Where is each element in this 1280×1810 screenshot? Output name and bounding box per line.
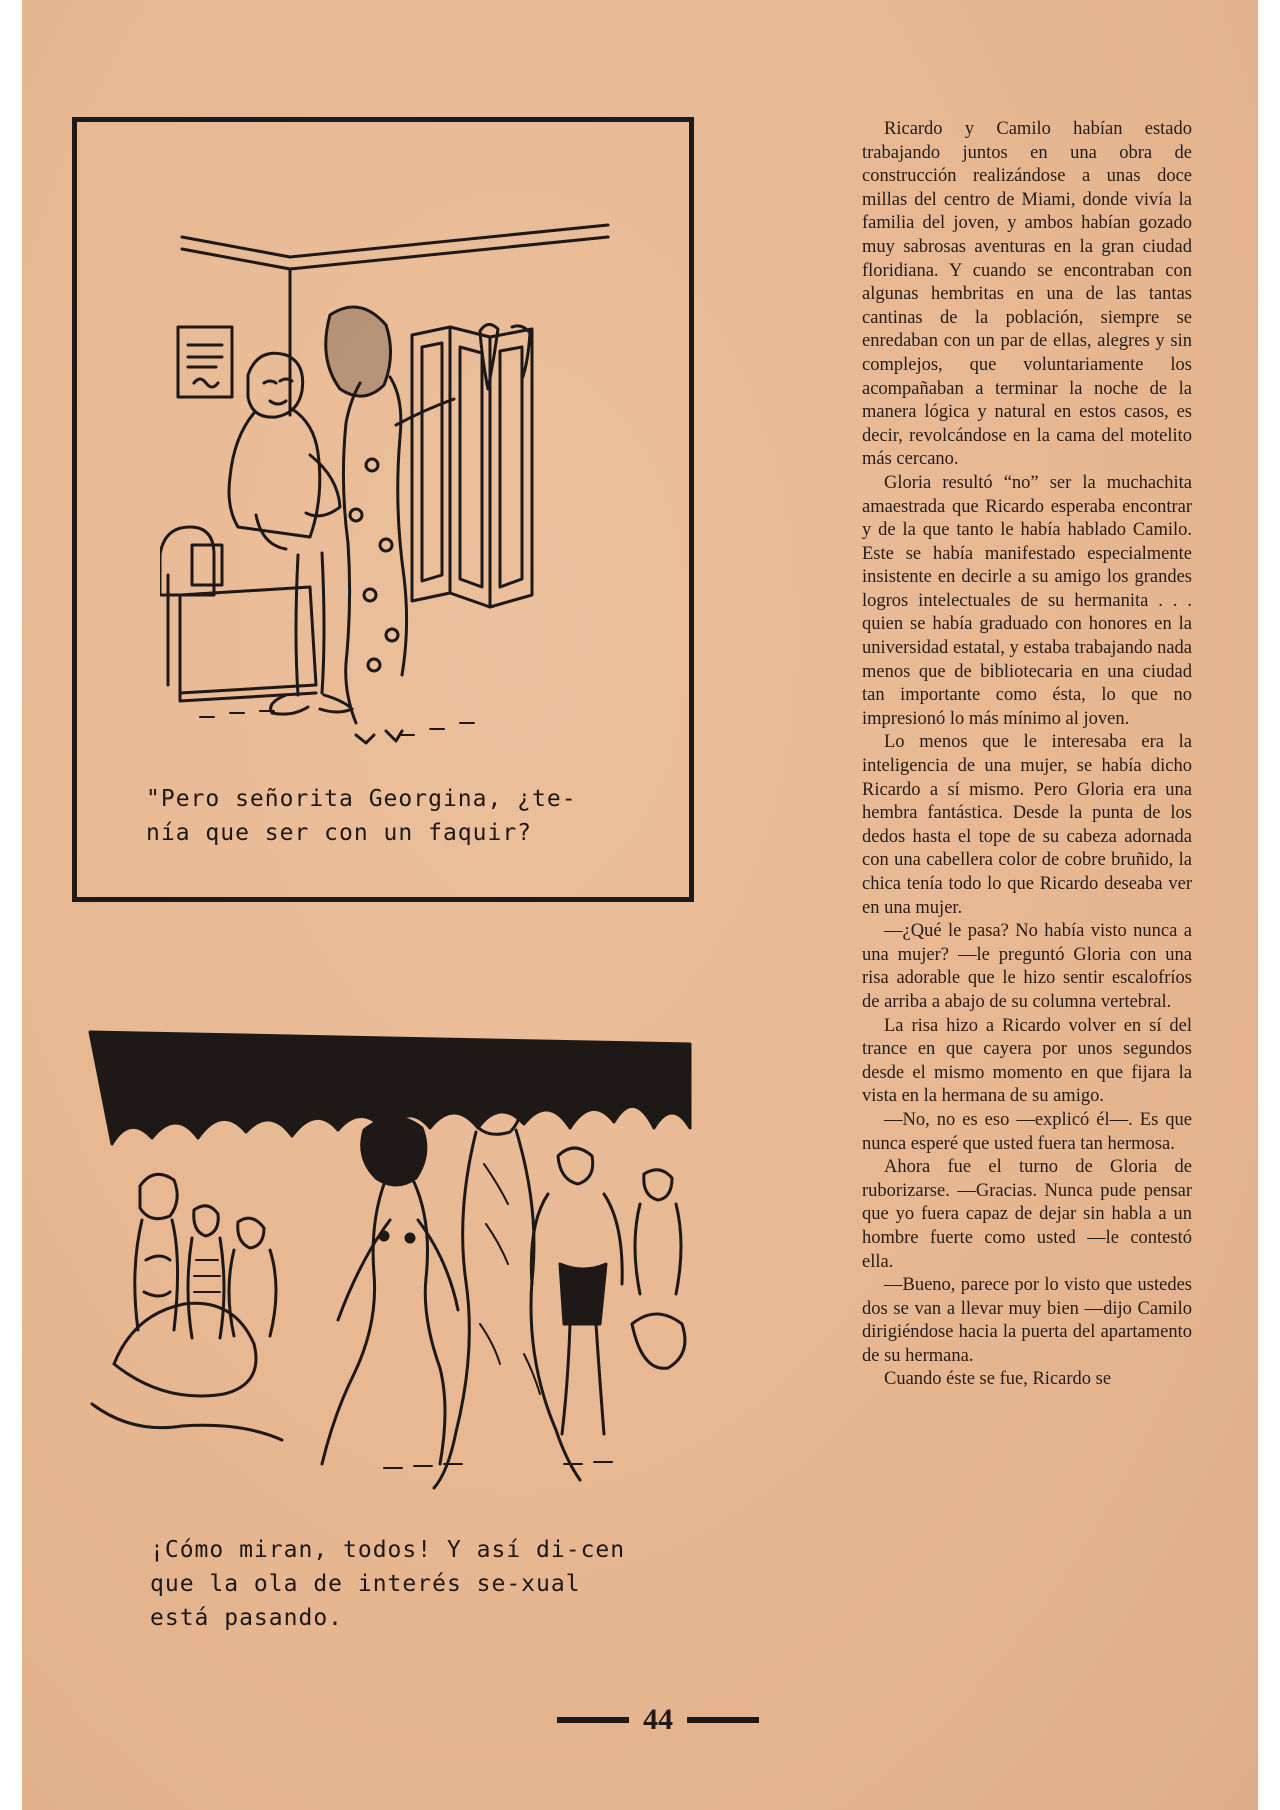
page-number-footer xyxy=(548,1700,768,1740)
story-paragraph: —¿Qué le pasa? No había visto nunca a una mujer? —le preguntó Gloria con una risa adorable que le hizo sentir escalofríos de arriba a abajo de su columna vertebral. xyxy=(862,921,1192,1012)
story-paragraph: Cuando éste se fue, Ricardo se xyxy=(884,1369,1112,1390)
story-paragraph: Gloria resultó “no” ser la muchachita amaestrada que Ricardo esperaba encontrar y de la que tanto le había hablado Camilo. Este se había manifestado especialmente insistente en decirle a su amigo los grandes logros intelectuales de su hermanita . . . quien se había graduado con honores en la universidad estatal, y estaba trabajando nada menos que de bibliotecaria en una ciudad tan importante como ésta, lo que no impresionó lo más mínimo al joven. xyxy=(862,472,1192,729)
story-paragraph: Ricardo y Camilo habían estado trabajando juntos en una obra de construcción realizándose a unas doce millas del centro de Miami, donde vivía la familia del joven, y ambos habían gozado muy sabrosas aventuras en la gran ciudad floridiana. Y cuando se encontraban con algunas hembritas en una de las tantas cantinas de la población, siempre se enredaban con un par de ellas, alegres y sin complejos, que voluntariamente los acompañaban a terminar la noche de la manera lógica y natural en estos casos, es decir, revolcándose en la cama del motelito más cercano. xyxy=(862,119,1192,470)
page-number-rule-right xyxy=(687,1717,759,1723)
story-paragraph: Ahora fue el turno de Gloria de ruborizarse. —Gracias. Nunca pude pensar que yo fuera capaz de dejar sin habla a un hombre fuerte como usted —le contestó ella. xyxy=(862,1157,1192,1272)
office-cartoon-illustration xyxy=(160,215,620,755)
page-number-rule-left xyxy=(557,1717,629,1723)
cartoon-caption-office: "Pero señorita Georgina, ¿te-nía que ser con un faquir? xyxy=(146,786,577,846)
cartoon-caption-beach: ¡Cómo miran, todos! Y así di-cen que la ola de interés se-xual está pasando. xyxy=(150,1537,626,1631)
story-paragraph: —Bueno, parece por lo visto que ustedes dos se van a llevar muy bien —dijo Camilo dirigiéndose hacia la puerta del apartamento de su hermana. xyxy=(862,1275,1192,1366)
story-paragraph: La risa hizo a Ricardo volver en sí del trance en que cayera por unos segundos desde el mismo momento en que fijara la vista en la hermana de su amigo. xyxy=(862,1015,1192,1107)
page-number: 44 xyxy=(643,1703,673,1736)
story-paragraph: —No, no es eso —explicó él—. Es que nunca esperé que usted fuera tan hermosa. xyxy=(862,1109,1192,1154)
story-column xyxy=(862,118,1192,1392)
story-paragraph: Lo menos que le interesaba era la inteligencia de una mujer, se había dicho Ricardo a sí mismo. Pero Gloria era una hembra fantástica. Desde la punta de los dedos hasta el tope de su cabeza adornada con una cabellera color de cobre bruñido, la chica tenía todo lo que Ricardo deseaba ver en una mujer. xyxy=(862,732,1192,918)
beach-cartoon-illustration xyxy=(84,1024,700,1494)
